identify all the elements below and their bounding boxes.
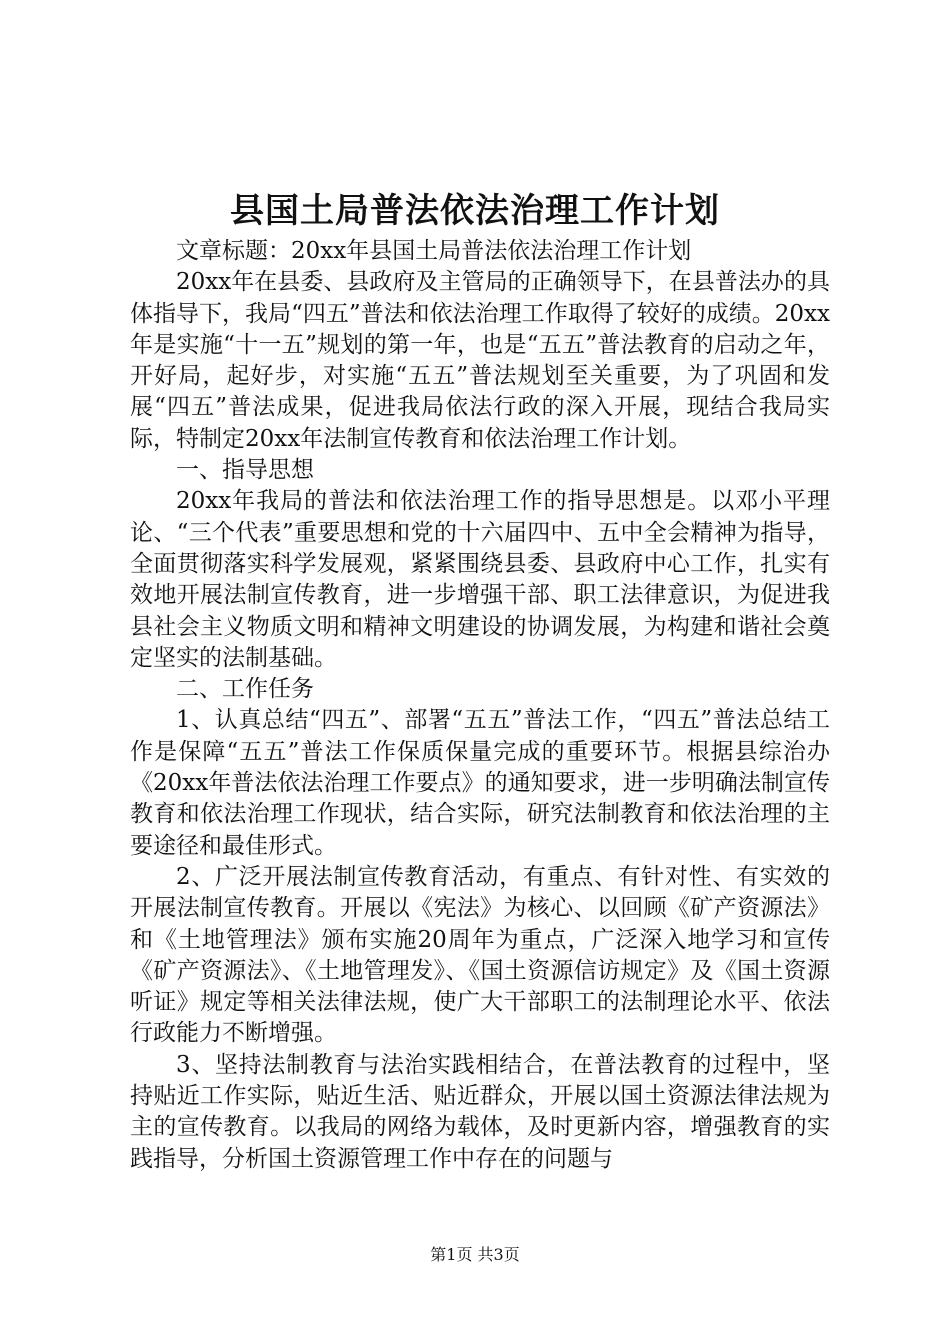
section-heading-work-tasks: 二、工作任务 xyxy=(176,676,314,703)
guiding-ideology-paragraph: 20xx年我局的普法和依法治理工作的指导思想是。以邓小平理论、“三个代表”重要思想和党的十六届四中、五中全会精神为指导，全面贯彻落实科学发展观，紧紧围绕县委、县政府中心工作，扎实有效地开展法制宣传教育，进一步增强干部、职工法律意识，为促进我县社会主义物质文明和精神文明建设的协调发展，为构建和谐社会奠定坚实的法制基础。 xyxy=(130,488,830,671)
task-paragraph-3: 3、坚持法制教育与法治实践相结合，在普法教育的过程中，坚持贴近工作实际，贴近生活、贴近群众，开展以国土资源法律法规为主的宣传教育。以我局的网络为载体，及时更新内容，增强教育的实践指导，分析国土资源管理工作中存在的问题与 xyxy=(130,1051,830,1172)
section-heading-guiding-ideology: 一、指导思想 xyxy=(176,457,314,484)
task-paragraph-1: 1、认真总结“四五”、部署“五五”普法工作，“四五”普法总结工作是保障“五五”普法工作保质保量完成的重要环节。根据县综治办《20xx年普法依法治理工作要点》的通知要求，进一步明确法制宣传教育和依法治理工作现状，结合实际，研究法制教育和依法治理的主要途径和最佳形式。 xyxy=(130,707,830,859)
document-title: 县国土局普法依法治理工作计划 xyxy=(230,191,720,231)
intro-paragraph: 20xx年在县委、县政府及主管局的正确领导下，在县普法办的具体指导下，我局“四五”普法和依法治理工作取得了较好的成绩。20xx年是实施“十一五”规划的第一年，也是“五五”普法教育的启动之年，开好局，起好步，对实施“五五”普法规划至关重要，为了巩固和发展“四五”普法成果，促进我局依法行政的深入开展，现结合我局实际，特制定20xx年法制宣传教育和依法治理工作计划。 xyxy=(130,269,830,452)
task-paragraph-2: 2、广泛开展法制宣传教育活动，有重点、有针对性、有实效的开展法制宣传教育。开展以《宪法》为核心、以回顾《矿产资源法》和《土地管理法》颁布实施20周年为重点，广泛深入地学习和宣传《矿产资源法》、《土地管理发》、《国土资源信访规定》及《国土资源听证》规定等相关法律法规，使广大干部职工的法制理论水平、依法行政能力不断增强。 xyxy=(130,863,830,1047)
document-body xyxy=(130,236,830,1175)
page-footer: 第1页 共3页 xyxy=(430,1245,520,1264)
article-title-line: 文章标题：20xx年县国土局普法依法治理工作计划 xyxy=(176,238,692,264)
